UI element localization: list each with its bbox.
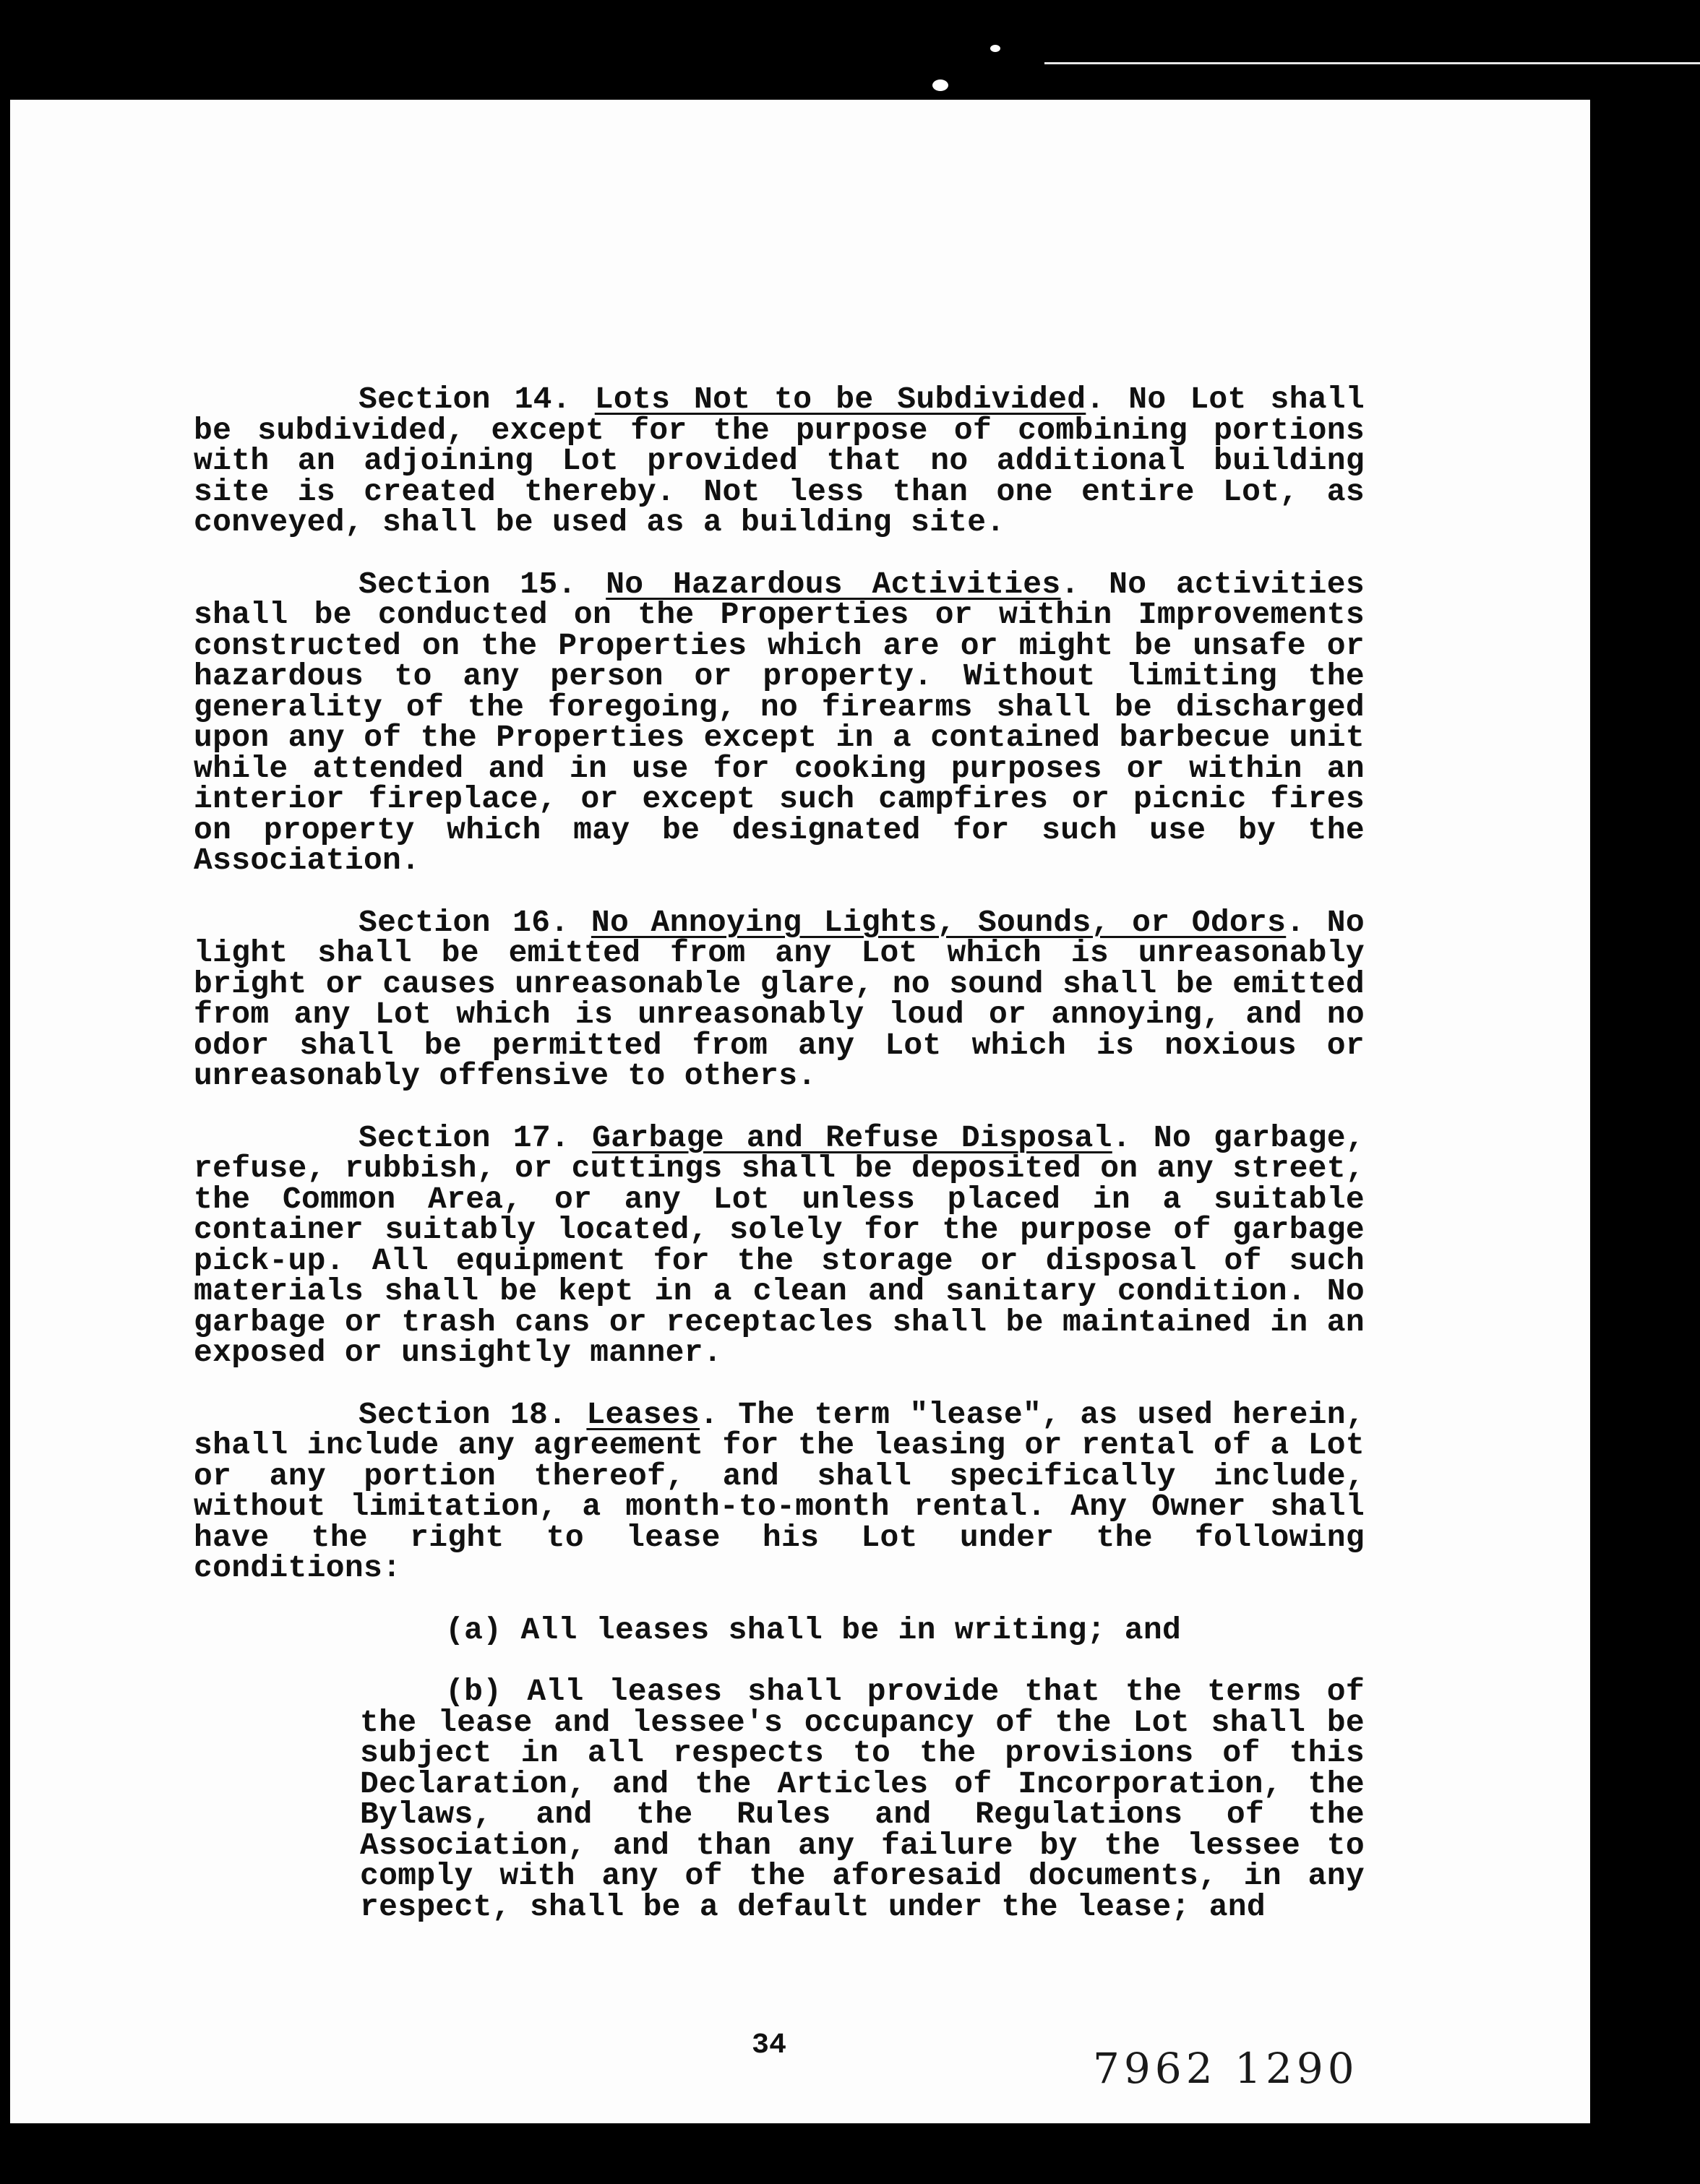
section-14 [194, 384, 1365, 538]
subitem-a-text: All leases shall be in writing; and [520, 1612, 1182, 1648]
section-16-body: . No light shall be emitted from any Lot which is unreasonably bright or causes unreasonable glare, no sound shall be emitted from any Lot which is unreasonably loud or annoying, and no odor shall be permitted from any Lot which is noxious or unreasonably offensive to others. [194, 904, 1365, 1093]
section-16-number: Section 16. [359, 904, 570, 940]
document-number: 7962 1290 [1093, 2044, 1359, 2093]
section-15-body: . No activities shall be conducted on the Properties or within Improvements constructed on the Properties which are or might be unsafe or hazardous to any person or property. Without limiting the generality of the foregoing, no firearms shall be discharged upon any of the Properties except in a contained barbecue unit while attended and in use for cooking purposes or within an interior fireplace, or except such campfires or picnic fires on property which may be designated for such use by the Association. [194, 566, 1365, 878]
section-17 [194, 1119, 1365, 1370]
page-number: 34 [752, 2029, 787, 2062]
scan-edge-line [1044, 62, 1700, 64]
subitem-a-label: (a) [445, 1612, 502, 1648]
subitem-b-text: All leases shall provide that the terms of the lease and lessee's occupancy of the Lot shall be subject in all respects to the provisions of this Declaration, and the Articles of Incorporation, the Bylaws, and the Rules and Regulations of the Association, and than any failure by the lessee to comply with any of the aforesaid documents, in any respect, shall be a default under the lease; and [360, 1674, 1365, 1925]
section-16 [194, 904, 1365, 1093]
scan-speck [990, 45, 1000, 52]
section-18 [194, 1396, 1365, 1586]
scan-speck [932, 79, 948, 91]
section-14-body: . No Lot shall be subdivided, except for the purpose of combining portions with an adjoining Lot provided that no additional building site is created thereby. Not less than one entire Lot, as conveyed, shall be used as a building site. [194, 382, 1365, 540]
section-18-body: . The term "lease", as used herein, shall include any agreement for the leasing or rental of a Lot or any portion thereof, and shall specifically include, without limitation, a month-to-month rental. Any Owner shall have the right to lease his Lot under the following conditions: [194, 1396, 1365, 1586]
section-15-number: Section 15. [359, 566, 577, 602]
section-15 [194, 566, 1365, 878]
document-body [194, 384, 1365, 1953]
section-18-heading: Leases [586, 1396, 700, 1432]
subitem-b [360, 1674, 1365, 1925]
subitem-a [360, 1612, 1365, 1648]
section-14-number: Section 14. [359, 382, 571, 417]
section-17-body: . No garbage, refuse, rubbish, or cuttings shall be deposited on any street, the Common Area, or any Lot unless placed in a suitable container suitably located, solely for the purpose of garbage pick-up. All equipment for the storage or disposal of such materials shall be kept in a clean and sanitary condition. No garbage or trash cans or receptacles shall be maintained in an exposed or unsightly manner. [194, 1119, 1365, 1370]
section-14-heading: Lots Not to be Subdivided [594, 382, 1086, 417]
section-18-number: Section 18. [359, 1396, 567, 1432]
section-16-heading: No Annoying Lights, Sounds, or Odors [591, 904, 1287, 940]
section-15-heading: No Hazardous Activities [606, 566, 1061, 602]
section-17-number: Section 17. [359, 1119, 570, 1156]
subitem-b-label: (b) [445, 1674, 502, 1709]
section-17-heading: Garbage and Refuse Disposal [592, 1119, 1112, 1156]
